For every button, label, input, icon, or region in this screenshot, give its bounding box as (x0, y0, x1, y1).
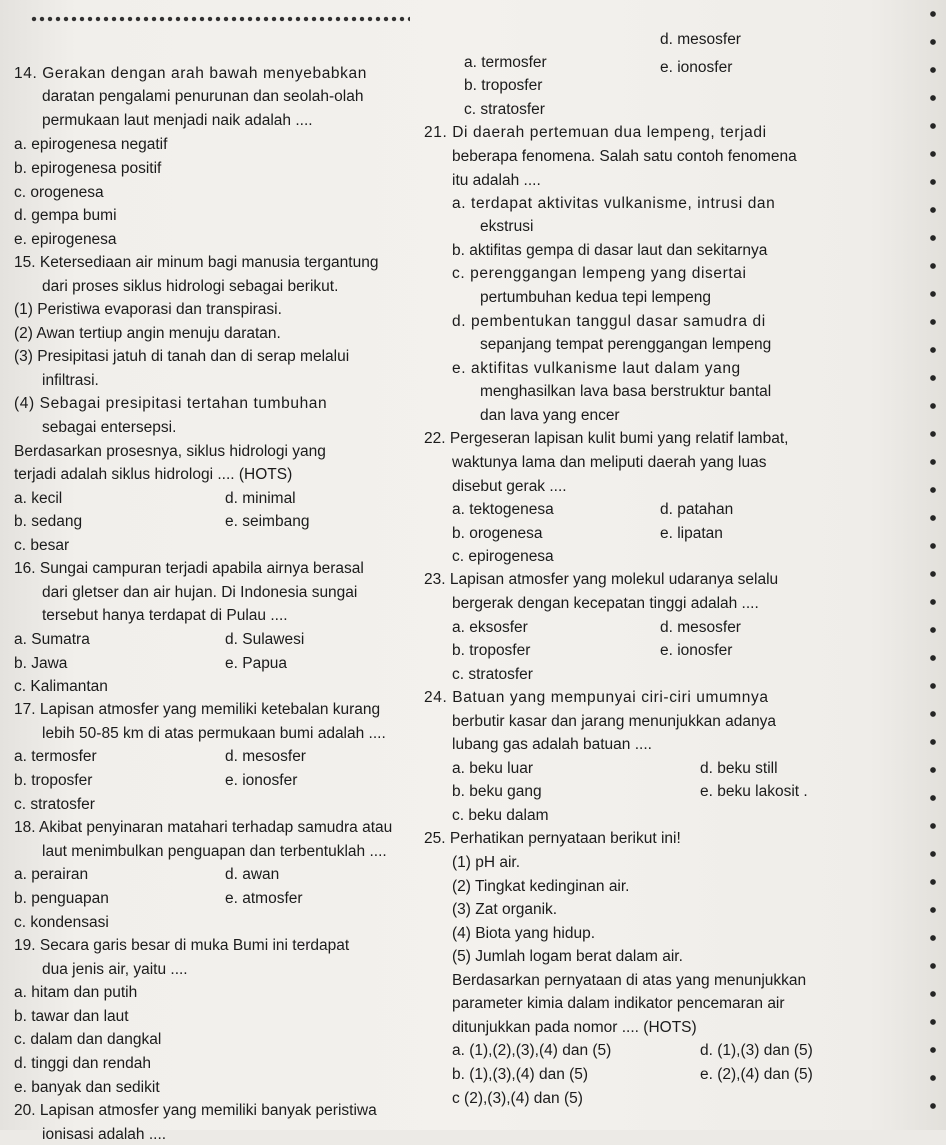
text-line: 14. Gerakan dengan arah bawah menyebabkan (14, 65, 367, 82)
text-line: a. tektogenesa (452, 501, 554, 518)
text-line: c. stratosfer (452, 666, 533, 683)
text-line: a. (1),(2),(3),(4) dan (5) (452, 1042, 612, 1059)
text-line: ionisasi adalah .... (42, 1126, 167, 1143)
text-line: 22. Pergeseran lapisan kulit bumi yang relatif lambat, (424, 430, 789, 447)
text-line: dan lava yang encer (480, 407, 620, 424)
text-line: (1) pH air. (452, 854, 521, 871)
text-line: c. perenggangan lempeng yang disertai (452, 265, 747, 282)
text-line: a. terdapat aktivitas vulkanisme, intrusi dan (452, 195, 776, 212)
text-line: tersebut hanya terdapat di Pulau .... (42, 607, 288, 624)
text-line: c. Kalimantan (14, 678, 108, 695)
text-line: (2) Awan tertiup angin menuju daratan. (14, 325, 281, 342)
text-line: b. epirogenesa positif (14, 160, 162, 177)
text-line: dari gletser dan air hujan. Di Indonesia sungai (42, 584, 358, 601)
text-line: e. lipatan (660, 525, 723, 542)
text-line: a. Sumatra (14, 631, 90, 648)
text-line: e. ionosfer (660, 642, 733, 659)
text-line: e. epirogenesa (14, 231, 117, 248)
text-line: (4) Sebagai presipitasi tertahan tumbuhan (14, 395, 328, 412)
text-line: e. seimbang (225, 513, 310, 530)
text-line: e. ionosfer (225, 772, 298, 789)
text-line: 15. Ketersediaan air minum bagi manusia tergantung (14, 254, 379, 271)
text-line: d. mesosfer (225, 748, 306, 765)
text-line: b. troposfer (14, 772, 93, 789)
text-line: menghasilkan lava basa berstruktur bantal (480, 383, 772, 400)
text-line: d. (1),(3) dan (5) (700, 1042, 813, 1059)
text-line: e. beku lakosit . (700, 783, 808, 800)
text-line: Berdasarkan pernyataan di atas yang menunjukkan (452, 972, 807, 989)
text-line: 21. Di daerah pertemuan dua lempeng, terjadi (424, 124, 767, 141)
text-line: sebagai entersepsi. (42, 419, 177, 436)
text-line: 18. Akibat penyinaran matahari terhadap samudra atau (14, 819, 393, 836)
text-line: b. troposfer (464, 77, 543, 94)
text-line: e. Papua (225, 655, 288, 672)
text-line: d. awan (225, 866, 280, 883)
text-line: 16. Sungai campuran terjadi apabila airnya berasal (14, 560, 364, 577)
text-line: d. Sulawesi (225, 631, 305, 648)
text-line: c. stratosfer (464, 101, 545, 118)
text-line: a. eksosfer (452, 619, 528, 636)
text-line: parameter kimia dalam indikator pencemaran air (452, 995, 785, 1012)
text-line: a. perairan (14, 866, 89, 883)
text-line: dua jenis air, yaitu .... (42, 961, 188, 978)
text-line: 25. Perhatikan pernyataan berikut ini! (424, 830, 681, 847)
text-line: d. gempa bumi (14, 207, 117, 224)
text-line: c. stratosfer (14, 796, 95, 813)
text-line: d. beku still (700, 760, 778, 777)
text-line: a. termosfer (464, 54, 547, 71)
text-line: c. epirogenesa (452, 548, 554, 565)
text-line: e. atmosfer (225, 890, 303, 907)
text-line: c. dalam dan dangkal (14, 1031, 162, 1048)
text-line: b. (1),(3),(4) dan (5) (452, 1066, 589, 1083)
text-line: bergerak dengan kecepatan tinggi adalah .... (452, 595, 759, 612)
text-line: berbutir kasar dan jarang menunjukkan adanya (452, 713, 776, 730)
text-line: c. kondensasi (14, 914, 109, 931)
text-line: sepanjang tempat perenggangan lempeng (480, 336, 772, 353)
text-line: 17. Lapisan atmosfer yang memiliki ketebalan kurang (14, 701, 381, 718)
text-line: ekstrusi (480, 218, 534, 235)
decorative-dot-border-right (928, 0, 938, 1130)
text-line: ditunjukkan pada nomor .... (HOTS) (452, 1019, 697, 1036)
text-line: d. mesosfer (660, 619, 741, 636)
text-line: d. minimal (225, 490, 296, 507)
text-line: b. aktifitas gempa di dasar laut dan sekitarnya (452, 242, 768, 259)
decorative-dot-border-top (30, 16, 410, 22)
text-line: b. beku gang (452, 783, 542, 800)
text-line: d. mesosfer (660, 31, 741, 48)
text-line: 24. Batuan yang mempunyai ciri-ciri umumnya (424, 689, 769, 706)
text-line: d. patahan (660, 501, 734, 518)
text-line: 20. Lapisan atmosfer yang memiliki banyak peristiwa (14, 1102, 377, 1119)
text-line: disebut gerak .... (452, 478, 567, 495)
text-line: (4) Biota yang hidup. (452, 925, 596, 942)
text-line: b. troposfer (452, 642, 531, 659)
text-line: b. sedang (14, 513, 83, 530)
text-line: dari proses siklus hidrologi sebagai berikut. (42, 278, 339, 295)
text-line: e. (2),(4) dan (5) (700, 1066, 813, 1083)
text-line: itu adalah .... (452, 172, 541, 189)
text-line: Berdasarkan prosesnya, siklus hidrologi yang (14, 443, 326, 460)
text-line: (3) Zat organik. (452, 901, 558, 918)
text-line: (2) Tingkat kedinginan air. (452, 878, 630, 895)
text-line: d. tinggi dan rendah (14, 1055, 152, 1072)
text-line: c. beku dalam (452, 807, 549, 824)
text-line: 19. Secara garis besar di muka Bumi ini terdapat (14, 937, 350, 954)
text-line: a. beku luar (452, 760, 533, 777)
text-line: waktunya lama dan meliputi daerah yang luas (452, 454, 767, 471)
text-line: e. banyak dan sedikit (14, 1079, 160, 1096)
text-line: a. termosfer (14, 748, 97, 765)
text-line: e. ionosfer (660, 59, 733, 76)
text-line: e. aktifitas vulkanisme laut dalam yang (452, 360, 741, 377)
text-line: pertumbuhan kedua tepi lempeng (480, 289, 711, 306)
text-line: c (2),(3),(4) dan (5) (452, 1090, 583, 1107)
text-line: (5) Jumlah logam berat dalam air. (452, 948, 683, 965)
text-line: 23. Lapisan atmosfer yang molekul udaranya selalu (424, 571, 779, 588)
text-line: b. penguapan (14, 890, 109, 907)
text-line: a. hitam dan putih (14, 984, 138, 1001)
text-line: lebih 50-85 km di atas permukaan bumi adalah .... (42, 725, 386, 742)
text-line: b. tawar dan laut (14, 1008, 129, 1025)
text-line: c. orogenesa (14, 184, 104, 201)
text-line: permukaan laut menjadi naik adalah .... (42, 112, 313, 129)
text-line: beberapa fenomena. Salah satu contoh fenomena (452, 148, 797, 165)
text-line: (3) Presipitasi jatuh di tanah dan di serap melalui (14, 348, 350, 365)
text-line: infiltrasi. (42, 372, 99, 389)
text-line: daratan pengalami penurunan dan seolah-olah (42, 88, 364, 105)
text-line: c. besar (14, 537, 70, 554)
text-line: a. epirogenesa negatif (14, 136, 168, 153)
text-line: d. pembentukan tanggul dasar samudra di (452, 313, 766, 330)
text-line: b. Jawa (14, 655, 68, 672)
text-line: a. kecil (14, 490, 63, 507)
text-line: lubang gas adalah batuan .... (452, 736, 652, 753)
text-line: terjadi adalah siklus hidrologi .... (HOTS) (14, 466, 293, 483)
text-line: laut menimbulkan penguapan dan terbentuklah .... (42, 843, 387, 860)
text-line: b. orogenesa (452, 525, 543, 542)
text-line: (1) Peristiwa evaporasi dan transpirasi. (14, 301, 282, 318)
